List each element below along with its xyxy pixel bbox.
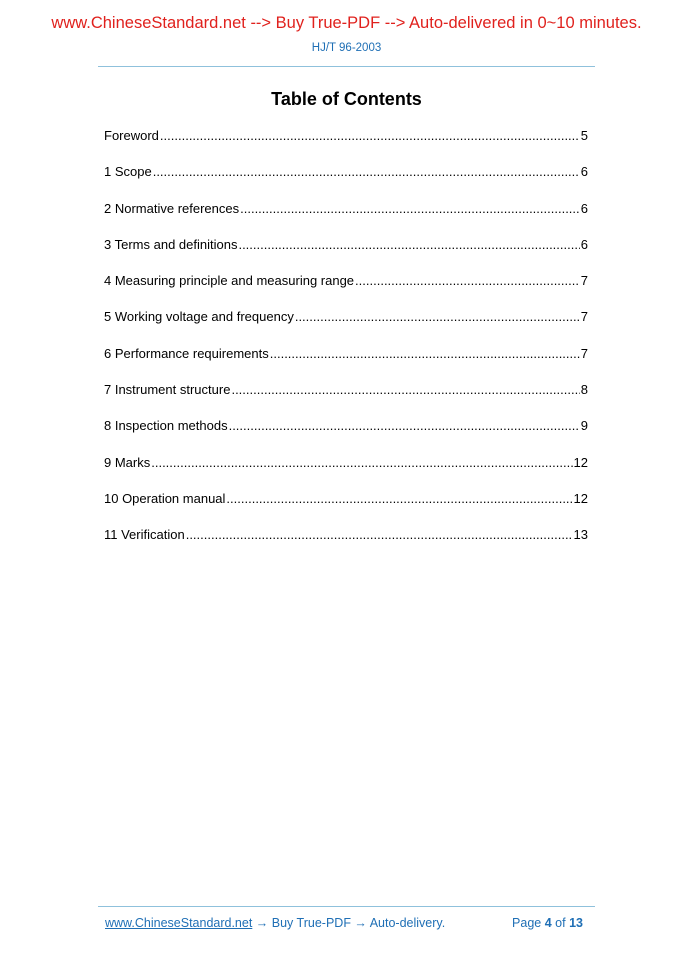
toc-leader-dots — [270, 346, 580, 362]
total-pages-number: 13 — [569, 916, 583, 930]
toc-item-foreword[interactable] — [104, 128, 588, 164]
toc-item-page: 7 — [580, 309, 588, 325]
document-code: HJ/T 96-2003 — [311, 42, 382, 54]
current-page-number: 4 — [544, 916, 552, 930]
toc-item-page: 9 — [580, 418, 588, 434]
arrow-right-icon: → — [252, 916, 272, 930]
footer-divider — [98, 906, 595, 907]
toc-leader-dots — [231, 382, 579, 398]
toc-item-label: Foreword — [104, 128, 159, 143]
toc-item-label: 3 Terms and definitions — [104, 236, 238, 252]
footer-buy-text: Buy True-PDF — [271, 916, 351, 930]
page-word: Page — [512, 916, 542, 930]
toc-title: Table of Contents — [271, 89, 422, 109]
toc-item-page: 12 — [573, 454, 588, 470]
toc-item-page: 5 — [580, 128, 588, 143]
toc-item-label: 8 Inspection methods — [104, 418, 228, 434]
toc-leader-dots — [153, 164, 580, 180]
toc-list — [104, 128, 588, 564]
footer-delivery-text: Auto-delivery. — [369, 916, 446, 930]
toc-item-performance-requirements[interactable] — [104, 346, 588, 382]
toc-item-label: 1 Scope — [104, 164, 152, 180]
toc-leader-dots — [240, 201, 580, 217]
toc-leader-dots — [226, 491, 572, 507]
toc-item-page: 6 — [580, 164, 588, 180]
toc-item-label: 11 Verification — [104, 527, 185, 543]
toc-leader-dots — [151, 455, 572, 471]
toc-item-scope[interactable] — [104, 164, 588, 200]
toc-leader-dots — [238, 237, 579, 253]
toc-item-page: 6 — [580, 200, 588, 216]
header-divider — [98, 66, 595, 67]
toc-item-page: 12 — [573, 490, 588, 506]
toc-item-label: 10 Operation manual — [104, 490, 226, 506]
toc-item-verification[interactable] — [104, 527, 588, 563]
toc-leader-dots — [160, 128, 580, 144]
toc-item-operation-manual[interactable] — [104, 491, 588, 527]
toc-item-marks[interactable] — [104, 455, 588, 491]
toc-item-page: 7 — [580, 345, 588, 361]
toc-item-label: 4 Measuring principle and measuring range — [104, 273, 355, 289]
page-indicator — [512, 916, 583, 930]
toc-item-measuring-principle[interactable] — [104, 273, 588, 309]
toc-item-page: 13 — [573, 527, 588, 543]
toc-item-label: 9 Marks — [104, 454, 151, 470]
toc-item-label: 6 Performance requirements — [104, 345, 269, 361]
toc-leader-dots — [229, 418, 580, 434]
toc-item-page: 8 — [580, 382, 588, 398]
toc-leader-dots — [355, 273, 580, 289]
toc-leader-dots — [186, 527, 573, 543]
toc-item-instrument-structure[interactable] — [104, 382, 588, 418]
footer-site-link[interactable]: www.ChineseStandard.net — [105, 916, 253, 930]
toc-item-working-voltage[interactable] — [104, 309, 588, 345]
toc-item-normative-references[interactable] — [104, 201, 588, 237]
of-word: of — [555, 916, 566, 930]
promo-banner[interactable]: www.ChineseStandard.net --> Buy True-PDF --> Auto-delivered in 0~10 minutes. — [51, 14, 642, 32]
toc-item-label: 5 Working voltage and frequency — [104, 309, 294, 325]
toc-item-label: 2 Normative references — [104, 200, 240, 216]
toc-item-page: 7 — [580, 273, 588, 289]
toc-leader-dots — [295, 309, 580, 325]
toc-item-label: 7 Instrument structure — [104, 382, 231, 398]
toc-item-inspection-methods[interactable] — [104, 418, 588, 454]
toc-item-page: 6 — [580, 236, 588, 252]
arrow-right-icon: → — [350, 916, 370, 930]
footer-promo — [105, 916, 445, 930]
toc-item-terms-and-definitions[interactable] — [104, 237, 588, 273]
